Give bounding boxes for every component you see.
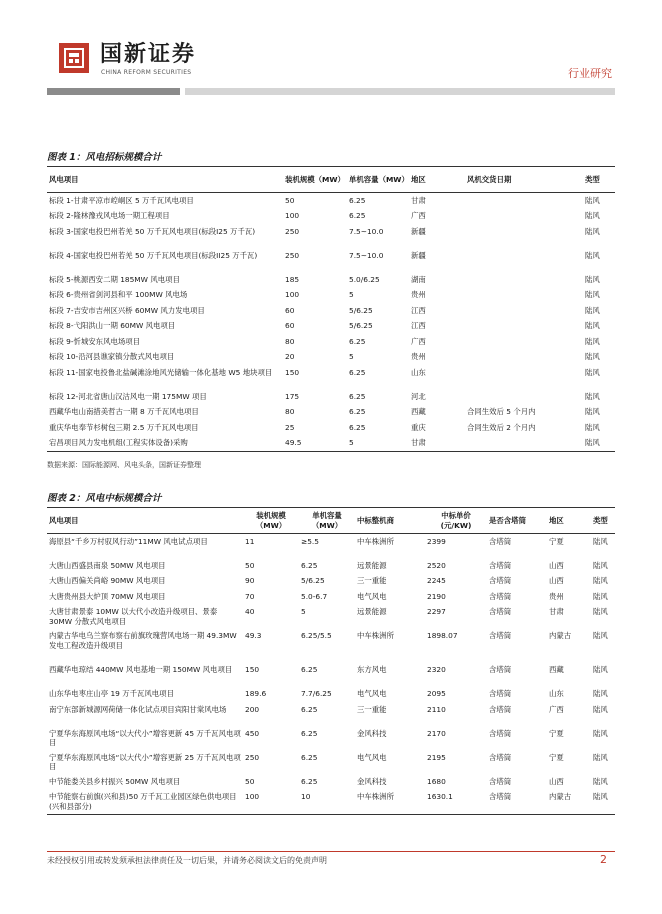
figure2-header-cell: 风电项目 <box>49 515 79 525</box>
figure2-header-cell: 中标单价(元/KW) <box>440 510 472 530</box>
table-cell: 陆风 <box>585 422 600 432</box>
report-category: 行业研究 <box>568 67 612 80</box>
table-cell: 电气风电 <box>357 591 387 601</box>
table-cell: 河北 <box>411 391 426 401</box>
table-cell: 250 <box>285 226 300 236</box>
table-cell <box>465 224 583 248</box>
table-cell: 含塔筒 <box>489 792 512 801</box>
figure2-header-cell: 是否含塔筒 <box>489 515 526 525</box>
table-cell: 合同生效后 5 个月内 <box>467 407 536 416</box>
table-row <box>47 248 615 272</box>
table-cell: 江西 <box>411 305 426 315</box>
table-cell: 南宁东部新城源网荷储一体化试点项目宾阳甘棠风电场 <box>49 704 227 714</box>
figure1-source: 数据来源：国际能源网、风电头条，国新证券整理 <box>47 461 201 469</box>
table-row <box>47 687 615 703</box>
figure2-header-row <box>47 508 615 534</box>
table-cell: 陆风 <box>585 195 600 205</box>
table-cell: 含塔筒 <box>489 776 512 786</box>
page-number: 2 <box>600 853 607 866</box>
table-cell <box>465 365 583 389</box>
table-cell: 陆风 <box>585 391 600 401</box>
figure1-header-cell: 风电项目 <box>49 174 79 184</box>
table-cell: 5/6.25 <box>301 576 325 585</box>
table-cell: 含塔筒 <box>489 560 512 570</box>
table-cell: 内蒙古 <box>549 792 572 801</box>
table-row <box>47 702 615 726</box>
table-cell: 陆风 <box>593 792 608 801</box>
table-cell: 陆风 <box>585 321 600 330</box>
table-row <box>47 750 615 774</box>
figure2-header-cell: 地区 <box>549 515 564 525</box>
table-cell: 江西 <box>411 321 426 330</box>
table-cell: 5 <box>349 438 354 447</box>
table-cell: 陆风 <box>585 367 600 377</box>
table-cell: 山西 <box>549 560 564 570</box>
table-cell: 标段 9-忻城安东风电场项目 <box>49 336 141 346</box>
table-cell: 山东 <box>549 689 564 698</box>
table-cell: 185 <box>285 274 300 284</box>
table-cell: 甘肃 <box>411 438 426 447</box>
figure1-header-cell: 单机容量（MW） <box>349 174 409 184</box>
table-cell: 含塔筒 <box>489 689 512 698</box>
table-cell: 重庆华电奉节杉树包三期 2.5 万千瓦风电项目 <box>49 422 199 432</box>
figure2-header-cell: 中标整机商 <box>357 515 394 525</box>
table-cell: 80 <box>285 407 295 416</box>
table-cell: 西藏华电山南措美哲古一期 8 万千瓦风电项目 <box>49 407 199 416</box>
table-row <box>47 288 615 304</box>
table-cell: 中车株洲所 <box>357 631 394 640</box>
table-row <box>47 436 615 452</box>
table-cell: 大唐甘肃景泰 10MW 以大代小改造升级项目、景泰 30MW 分散式风电项目 <box>49 607 218 626</box>
table-row <box>47 726 615 750</box>
table-cell: 广西 <box>411 211 426 220</box>
table-cell: 6.25 <box>349 407 366 416</box>
table-cell: 陆风 <box>585 211 600 220</box>
table-cell: 7.5~10.0 <box>349 226 384 236</box>
table-cell: 陆风 <box>593 576 608 585</box>
table-cell: 含塔筒 <box>489 591 512 601</box>
table-row <box>47 774 615 790</box>
table-cell: 7.7/6.25 <box>301 689 332 698</box>
table-cell: 标段 1-甘肃平凉市崆峒区 5 万千瓦风电项目 <box>49 195 194 205</box>
figure1-header-row <box>47 167 615 193</box>
table-cell: 陆风 <box>593 689 608 698</box>
table-cell: 标段 12-河北省唐山汉沽风电一期 175MW 项目 <box>49 391 207 401</box>
table-cell: 6.25/5.5 <box>301 631 332 640</box>
table-cell: 2110 <box>427 704 446 714</box>
table-row <box>47 193 615 209</box>
table-cell: 新疆 <box>411 226 426 236</box>
header-bar-light <box>185 88 615 95</box>
figure1-body <box>47 193 615 451</box>
table-cell: 陆风 <box>593 665 608 674</box>
table-cell: 25 <box>285 422 295 432</box>
table-row <box>47 405 615 421</box>
figure2-header-cell: 类型 <box>593 515 608 525</box>
table-cell: 陆风 <box>593 591 608 601</box>
table-row <box>47 334 615 350</box>
table-cell <box>465 193 583 209</box>
table-cell: 1680 <box>427 776 446 786</box>
table-cell: 6.25 <box>301 752 318 762</box>
table-cell: 远景能源 <box>357 560 387 570</box>
table-cell: 远景能源 <box>357 607 387 616</box>
table-cell: 陆风 <box>593 536 608 546</box>
table-row <box>47 589 615 605</box>
table-cell <box>465 272 583 288</box>
table-cell: 2297 <box>427 607 446 616</box>
table-cell: 大唐山西偏关尚峪 90MW 风电项目 <box>49 576 166 585</box>
table-cell: 11 <box>245 536 255 546</box>
table-cell: 6.25 <box>301 704 318 714</box>
table-cell: 20 <box>285 352 295 361</box>
table-row <box>47 224 615 248</box>
table-cell: 海原县“千乡万村驭风行动”11MW 风电试点项目 <box>49 536 208 546</box>
table-cell: 50 <box>245 560 255 570</box>
table-cell: 含塔筒 <box>489 576 512 585</box>
table-cell: 山西 <box>549 576 564 585</box>
table-cell: 1898.07 <box>427 631 458 640</box>
table-cell: 1630.1 <box>427 792 453 801</box>
table-cell: 50 <box>285 195 295 205</box>
table-cell: 西藏 <box>411 407 426 416</box>
table-cell: 含塔筒 <box>489 752 512 762</box>
table-cell: 西藏华电琼结 440MW 风电基地一期 150MW 风电项目 <box>49 665 233 674</box>
table-cell <box>465 248 583 272</box>
figure1-header-cell: 类型 <box>585 174 600 184</box>
table-row <box>47 209 615 225</box>
table-cell: 电气风电 <box>357 752 387 762</box>
table-cell: 标段 4-国家电投巴州若羌 50 万千瓦风电项目(标段II25 万千瓦) <box>49 250 258 260</box>
table-cell: 含塔筒 <box>489 665 512 674</box>
table-cell: 5 <box>301 607 306 616</box>
table-cell: 贵州 <box>411 290 426 299</box>
table-cell: 贵州 <box>411 352 426 361</box>
table-cell: 6.25 <box>349 336 366 346</box>
table-cell: 陆风 <box>585 274 600 284</box>
table-cell: 陆风 <box>585 352 600 361</box>
table-cell: 三一重能 <box>357 576 387 585</box>
table-cell: 山东 <box>411 367 426 377</box>
figure2-body <box>47 534 615 814</box>
table-cell: 6.25 <box>349 422 366 432</box>
table-row <box>47 629 615 663</box>
table-cell: 陆风 <box>585 250 600 260</box>
table-cell: 2520 <box>427 560 446 570</box>
table-cell: 含塔筒 <box>489 536 512 546</box>
table-cell: 陆风 <box>585 226 600 236</box>
table-cell: 山西 <box>549 776 564 786</box>
table-row <box>47 420 615 436</box>
table-cell: 陆风 <box>593 704 608 714</box>
table-cell <box>465 389 583 405</box>
table-cell: 6.25 <box>301 665 318 674</box>
table-cell: 大唐贵州县大炉顶 70MW 风电项目 <box>49 591 166 601</box>
table-cell: 宁夏 <box>549 752 564 762</box>
table-cell: 宁夏 <box>549 536 564 546</box>
table-cell: 中节能察右前旗(兴和县)50 万千瓦工业园区绿色供电项目(兴和县部分) <box>49 792 237 811</box>
table-cell: 10 <box>301 792 311 801</box>
table-cell: 250 <box>245 752 260 762</box>
table-cell: 标段 3-国家电投巴州若羌 50 万千瓦风电项目(标段I25 万千瓦) <box>49 226 256 236</box>
table-cell: 陆风 <box>585 305 600 315</box>
table-cell: 2190 <box>427 591 446 601</box>
table-cell: 陆风 <box>593 752 608 762</box>
logo-subtext: CHINA REFORM SECURITIES <box>101 69 192 76</box>
table-cell: 标段 11-国家电投鲁北盐碱滩涂地风光储输一体化基地 W5 地块项目 <box>49 367 273 377</box>
table-cell: 80 <box>285 336 295 346</box>
table-cell: 电气风电 <box>357 689 387 698</box>
table-row <box>47 350 615 366</box>
table-cell: 5 <box>349 290 354 299</box>
table-cell: 标段 2-隆林豫戎风电场一期工程项目 <box>49 211 170 220</box>
figure1-title: 图表 1：风电招标规模合计 <box>47 152 162 163</box>
table-row <box>47 389 615 405</box>
table-cell: 5.0-6.7 <box>301 591 328 601</box>
table-cell: 宁夏华东海原风电场“以大代小”增容更新 45 万千瓦风电项目 <box>49 728 241 748</box>
table-cell <box>465 334 583 350</box>
figure1-header-cell: 地区 <box>411 174 426 184</box>
header-bar-dark <box>47 88 180 95</box>
table-cell <box>465 319 583 335</box>
figure2-title: 图表 2：风电中标规模合计 <box>47 493 162 504</box>
table-row <box>47 534 615 558</box>
table-cell: 49.3 <box>245 631 262 640</box>
table-cell: 含塔筒 <box>489 704 512 714</box>
table-cell: 陆风 <box>593 728 608 738</box>
figure2-header-cell: 单机容量（MW） <box>311 510 343 530</box>
table-cell: 标段 8-弋阳洪山一期 60MW 风电项目 <box>49 321 176 330</box>
table-cell: ≥5.5 <box>301 536 319 546</box>
table-cell: 中节能娄关县乡村振兴 50MW 风电项目 <box>49 776 181 786</box>
table-cell <box>465 288 583 304</box>
table-cell: 6.25 <box>301 776 318 786</box>
table-cell: 宁夏华东海原风电场“以大代小”增容更新 25 万千瓦风电项目 <box>49 752 241 772</box>
table-row <box>47 558 615 574</box>
table-row <box>47 790 615 814</box>
table-cell: 陆风 <box>593 776 608 786</box>
table-cell: 中车株洲所 <box>357 792 394 801</box>
table-cell: 2095 <box>427 689 446 698</box>
table-cell: 含塔筒 <box>489 728 512 738</box>
logo-text: 国新证券 <box>100 42 197 67</box>
table-cell: 标段 5-桃源西安二期 185MW 风电项目 <box>49 274 180 284</box>
table-cell: 90 <box>245 576 255 585</box>
table-cell: 200 <box>245 704 260 714</box>
table-cell: 175 <box>285 391 300 401</box>
table-cell: 宕昌项目风力发电机组(工程实体设备)采购 <box>49 438 188 447</box>
table-cell: 5.0/6.25 <box>349 274 380 284</box>
table-cell: 标段 6-贵州省剑河县和平 100MW 风电场 <box>49 290 188 299</box>
table-cell: 7.5~10.0 <box>349 250 384 260</box>
table-cell: 金风科技 <box>357 728 387 738</box>
table-cell: 内蒙古 <box>549 631 572 640</box>
table-cell: 60 <box>285 321 295 330</box>
table-cell <box>465 303 583 319</box>
table-cell: 450 <box>245 728 260 738</box>
table-cell: 150 <box>245 665 260 674</box>
table-row <box>47 303 615 319</box>
table-cell: 宁夏 <box>549 728 564 738</box>
table-cell: 新疆 <box>411 250 426 260</box>
table-cell: 6.25 <box>349 211 366 220</box>
table-cell: 6.25 <box>301 728 318 738</box>
table-cell: 大唐山西盛县南泉 50MW 风电项目 <box>49 560 166 570</box>
table-cell: 40 <box>245 607 255 616</box>
figure2-table <box>47 507 615 815</box>
table-cell: 陆风 <box>593 560 608 570</box>
table-cell: 6.25 <box>349 391 366 401</box>
table-cell <box>465 350 583 366</box>
table-cell: 6.25 <box>301 560 318 570</box>
table-cell: 2170 <box>427 728 446 738</box>
table-row <box>47 605 615 629</box>
table-cell: 60 <box>285 305 295 315</box>
table-cell: 西藏 <box>549 665 564 674</box>
table-row <box>47 365 615 389</box>
table-cell: 陆风 <box>585 290 600 299</box>
table-cell: 东方风电 <box>357 665 387 674</box>
table-cell: 100 <box>285 290 300 299</box>
table-cell: 甘肃 <box>411 195 426 205</box>
table-cell: 陆风 <box>593 631 608 640</box>
table-cell: 合同生效后 2 个月内 <box>467 422 536 432</box>
table-cell: 山东华电枣庄山亭 19 万千瓦风电项目 <box>49 689 174 698</box>
table-cell: 甘肃 <box>549 607 564 616</box>
table-cell: 中车株洲所 <box>357 536 394 546</box>
table-cell: 含塔筒 <box>489 607 512 616</box>
logo-icon <box>63 47 85 69</box>
table-cell: 贵州 <box>549 591 564 601</box>
table-cell: 189.6 <box>245 689 267 698</box>
table-cell: 陆风 <box>585 407 600 416</box>
table-cell: 150 <box>285 367 300 377</box>
table-cell: 陆风 <box>585 336 600 346</box>
table-cell: 5/6.25 <box>349 321 373 330</box>
table-cell: 250 <box>285 250 300 260</box>
figure2-header-cell: 装机规模（MW） <box>255 510 287 530</box>
table-cell: 70 <box>245 591 255 601</box>
table-cell: 含塔筒 <box>489 631 512 640</box>
logo-mark <box>59 43 89 73</box>
table-cell: 49.5 <box>285 438 302 447</box>
table-cell: 5 <box>349 352 354 361</box>
table-cell: 广西 <box>549 704 564 714</box>
page-header <box>0 0 662 100</box>
table-cell: 三一重能 <box>357 704 387 714</box>
figure1-header-cell: 装机规模（MW） <box>285 174 345 184</box>
table-cell: 湖南 <box>411 274 426 284</box>
table-cell: 陆风 <box>593 607 608 616</box>
table-cell: 50 <box>245 776 255 786</box>
table-cell <box>465 436 583 452</box>
table-row <box>47 272 615 288</box>
table-row <box>47 319 615 335</box>
table-row <box>47 574 615 590</box>
table-row <box>47 663 615 687</box>
figure1-header-cell: 风机交货日期 <box>467 174 512 184</box>
table-cell: 标段 7-吉安市吉州区兴桥 60MW 风力发电项目 <box>49 305 205 315</box>
table-cell: 广西 <box>411 336 426 346</box>
table-cell: 陆风 <box>585 438 600 447</box>
table-cell: 金风科技 <box>357 776 387 786</box>
table-cell: 2320 <box>427 665 446 674</box>
table-cell: 100 <box>245 792 260 801</box>
table-cell: 2195 <box>427 752 446 762</box>
table-cell: 2245 <box>427 576 446 585</box>
table-cell: 重庆 <box>411 422 426 432</box>
table-cell: 100 <box>285 211 300 220</box>
table-cell: 内蒙古华电乌兰察布察右前旗玫瑰营风电场一期 49.3MW 发电工程改造升级项目 <box>49 631 237 650</box>
table-cell: 标段 10-沿河县谯家镇分散式风电项目 <box>49 352 175 361</box>
table-cell: 6.25 <box>349 367 366 377</box>
table-cell: 5/6.25 <box>349 305 373 315</box>
table-cell <box>465 209 583 225</box>
footer-disclaimer: 未经授权引用或转发须承担法律责任及一切后果，并请务必阅读文后的免责声明 <box>47 856 327 865</box>
figure1-table <box>47 166 615 452</box>
footer-divider <box>47 851 615 852</box>
table-cell: 6.25 <box>349 195 366 205</box>
table-cell: 2399 <box>427 536 446 546</box>
